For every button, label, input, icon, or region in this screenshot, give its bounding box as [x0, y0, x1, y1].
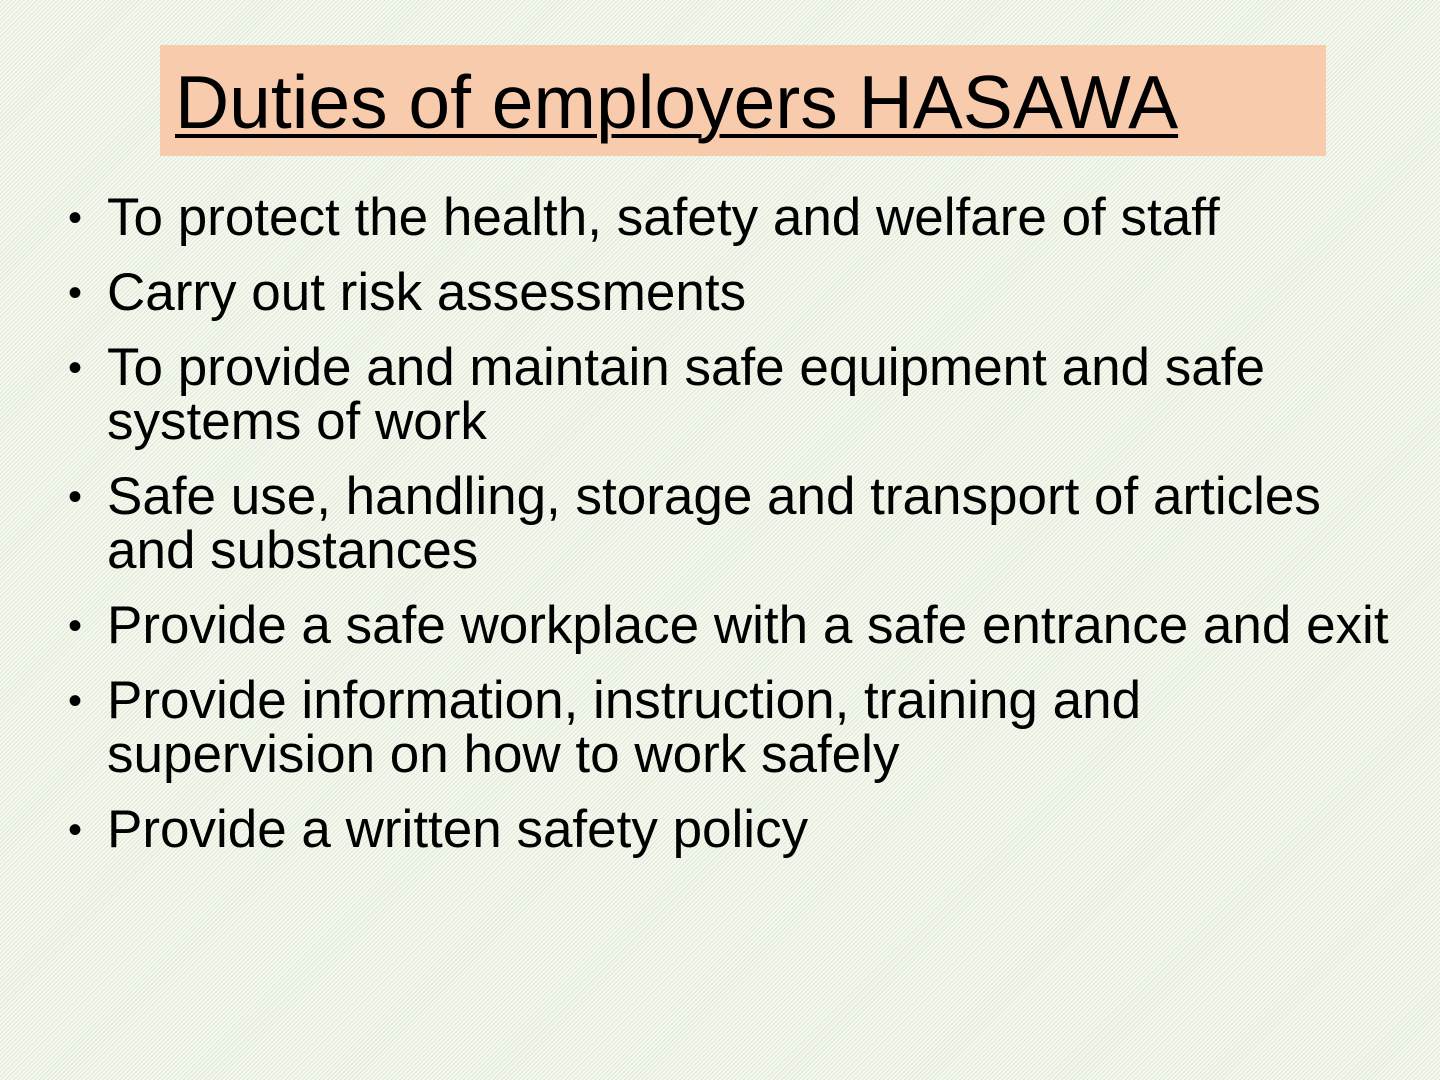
bullet-item	[62, 338, 1392, 451]
bullet-text: Carry out risk assessments	[107, 263, 747, 322]
bullet-text: Safe use, handling, storage and transport of articles and substances	[107, 467, 1321, 580]
bullet-text: Provide information, instruction, training and supervision on how to work safely	[107, 671, 1142, 784]
bullet-dot-icon: •	[68, 346, 83, 390]
bullet-text: Provide a written safety policy	[107, 800, 809, 859]
bullet-dot-icon: •	[68, 475, 83, 519]
title-box	[160, 45, 1326, 156]
bullet-dot-icon: •	[68, 271, 83, 315]
bullet-dot-icon: •	[68, 604, 83, 648]
bullet-text: Provide a safe workplace with a safe entrance and exit	[107, 596, 1389, 655]
bullet-item	[62, 263, 1392, 322]
bullet-item	[62, 800, 1392, 859]
bullet-item	[62, 467, 1392, 580]
bullet-item	[62, 596, 1392, 655]
bullet-text: To provide and maintain safe equipment and safe systems of work	[107, 338, 1265, 451]
bullet-item	[62, 188, 1392, 247]
bullet-text: To protect the health, safety and welfare of staff	[107, 188, 1220, 247]
slide-title: Duties of employers HASAWA	[175, 60, 1179, 144]
bullet-item	[62, 671, 1392, 784]
bullet-dot-icon: •	[68, 196, 83, 240]
bullet-dot-icon: •	[68, 679, 83, 723]
bullet-list	[62, 188, 1392, 859]
bullet-dot-icon: •	[68, 808, 83, 852]
